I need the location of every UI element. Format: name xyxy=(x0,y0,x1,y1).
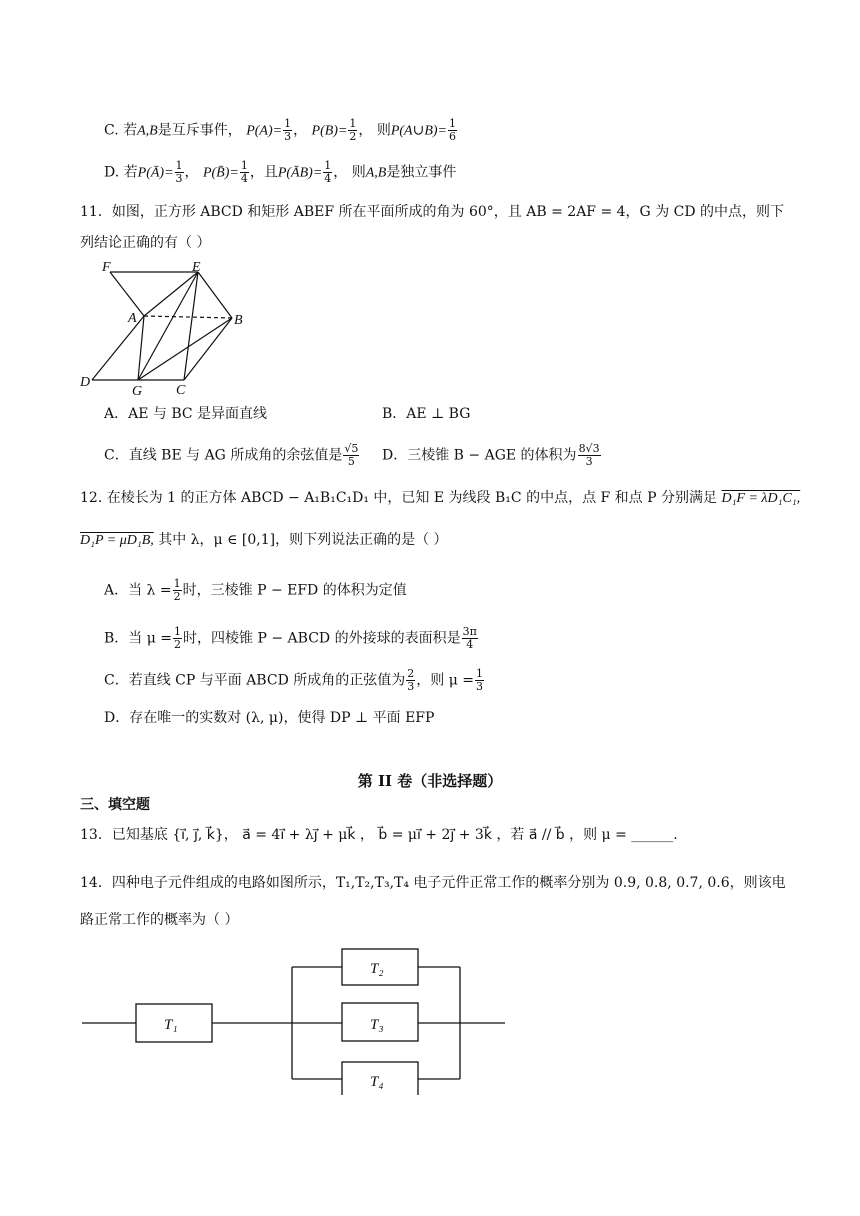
q11-stem-line1: 11．如图，正方形 ABCD 和矩形 ABEF 所在平面所成的角为 60°，且 AB = 2AF = 4，G 为 CD 的中点，则下 xyxy=(80,204,785,220)
q10-option-c: C. 若A,B是互斥事件， P(A)= $\frac{1}{3}$ ， P(B)= $\frac{1}{2}$ ， 则P(A∪B)= $\frac{1}{6}$ xyxy=(104,117,457,143)
q11-figure xyxy=(76,258,256,400)
fig-label-g: G xyxy=(132,384,143,399)
q11-option-c: C．直线 BE 与 AG 所成角的余弦值是 $\frac{√5}{5}$ xyxy=(104,442,359,468)
q14-stem-line2: 路正常工作的概率为（ ） xyxy=(80,912,239,928)
q10-option-d: D. 若P(Ā)= $\frac{1}{3}$ ， P(B̄)= $\frac{1}{4}$ ，且P(ĀB)= $\frac{1}{4}$ ， 则A,B是独立事件 xyxy=(104,159,457,185)
fig-label-b: B xyxy=(234,313,243,328)
fig-label-a: A xyxy=(128,311,137,326)
fig-label-e: E xyxy=(192,260,201,275)
q14-circuit-diagram xyxy=(80,945,510,1095)
q13-stem: 13．已知基底 {i⃗, j⃗, k⃗}， a⃗ = 4i⃗ + λj⃗ + μk⃗ ， b⃗ = μi⃗ + 2j⃗ + 3k⃗ ，若 a⃗ // b⃗ ，则 μ = ______. xyxy=(80,827,678,843)
q11-stem-line2: 列结论正确的有（ ） xyxy=(80,235,211,251)
t1-label: T₁ xyxy=(164,1017,178,1033)
q12-option-b: B．当 μ = $\frac{1}{2}$ 时，四棱锥 P − ABCD 的外接球的表面积是 $\frac{3\pi}{4}$ xyxy=(104,625,477,651)
q12-option-c: C．若直线 CP 与平面 ABCD 所成角的正弦值为 $\frac{2}{3}$ ，则 μ = $\frac{1}{3}$ xyxy=(104,667,483,693)
section-3-heading: 三、填空题 xyxy=(80,797,150,813)
part2-title: 第 II 卷（非选择题） xyxy=(357,772,503,790)
t3-label: T₃ xyxy=(370,1017,384,1033)
q12-stem-line2: D₁P = μD₁B, 其中 λ，μ ∈ [0,1]，则下列说法正确的是（ ） xyxy=(80,532,448,548)
q12-option-a: A．当 λ = $\frac{1}{2}$ 时，三棱锥 P − EFD 的体积为定值 xyxy=(104,577,407,603)
fig-label-c: C xyxy=(176,383,186,398)
t4-label: T₄ xyxy=(370,1074,384,1090)
q11-option-d: D．三棱锥 B − AGE 的体积为 $\frac{8√3}{3}$ xyxy=(382,442,600,468)
q11-option-b: B．AE ⊥ BG xyxy=(382,406,471,422)
q12-stem-line1: 12. 在棱长为 1 的正方体 ABCD − A₁B₁C₁D₁ 中，已知 E 为线段 B₁C 的中点，点 F 和点 P 分别满足 D₁F = λD₁C₁, xyxy=(80,490,801,506)
q14-stem-line1: 14．四种电子元件组成的电路如图所示，T₁,T₂,T₃,T₄ 电子元件正常工作的概率分别为 0.9, 0.8, 0.7, 0.6，则该电 xyxy=(80,875,786,891)
q12-option-d: D．存在唯一的实数对 (λ, μ)，使得 DP ⊥ 平面 EFP xyxy=(104,710,435,726)
fig-label-d: D xyxy=(80,375,91,390)
q11-option-a: A．AE 与 BC 是异面直线 xyxy=(104,406,268,422)
t2-label: T₂ xyxy=(370,961,384,977)
fig-label-f: F xyxy=(102,260,111,275)
